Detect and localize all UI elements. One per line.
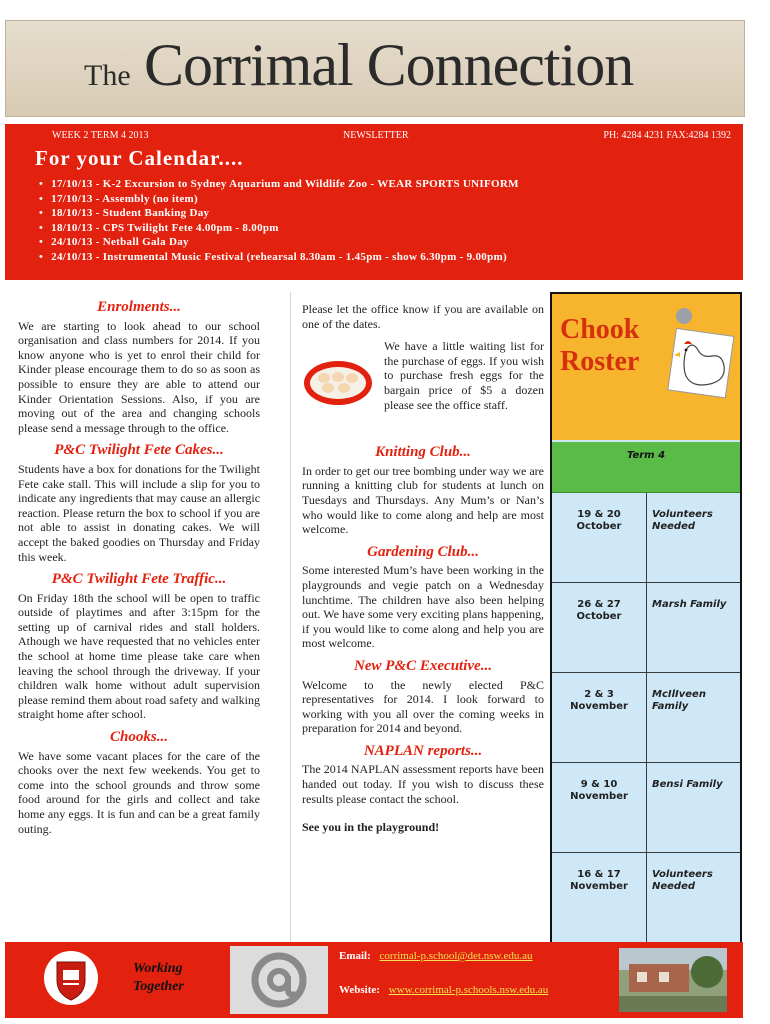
chooks-text: We have some vacant places for the care of the chooks over the next few weekends. You get to come into the school grounds and throw some food around for the girls and collect and take home any eggs. It is fun and can be a great family outing. <box>18 748 260 836</box>
roster-row <box>552 763 740 853</box>
email-link[interactable]: corrimal-p.school@det.nsw.edu.au <box>379 950 533 962</box>
roster-column-line <box>646 673 647 762</box>
roster-column-line <box>646 493 647 582</box>
email-label: Email: <box>339 950 371 962</box>
roster-row <box>552 493 740 583</box>
roster-column-line <box>646 853 647 942</box>
chooks-heading: Chooks... <box>110 729 168 746</box>
roster-volunteer: Marsh Family <box>652 599 727 610</box>
roster-title <box>560 314 639 378</box>
calendar-item: • 17/10/13 - Assembly (no item) <box>39 192 519 207</box>
chook-roster <box>550 292 742 946</box>
gardening-text: Some interested Mum’s have been working in the playgrounds and vegie patch on a Wednesday lunchtime. The children have also been helping out. We have some very exciting plans happening, if you would like to come along and help you are most welcome. <box>302 563 544 651</box>
week-term-label: WEEK 2 TERM 4 2013 <box>52 130 149 141</box>
roster-volunteer: Volunteers Needed <box>652 869 713 892</box>
left-column <box>18 300 260 844</box>
gardening-heading: Gardening Club... <box>367 543 479 560</box>
calendar-item: • 18/10/13 - CPS Twilight Fete 4.00pm - 8.00pm <box>39 221 519 236</box>
calendar-item: • 18/10/13 - Student Banking Day <box>39 206 519 221</box>
knitting-text: In order to get our tree bombing under way we are running a knitting club for students at lunch on Tuesdays and Thursdays. Any Mum’s or Nan’s who would like to come along and help are most welcome. <box>302 463 544 537</box>
roster-date: 2 & 3 November <box>570 689 628 712</box>
info-bar <box>5 128 743 142</box>
school-photo-icon <box>619 948 727 1012</box>
phone-fax-label: PH: 4284 4231 FAX:4284 1392 <box>603 130 731 141</box>
roster-date: 26 & 27 October <box>576 599 622 622</box>
naplan-heading: NAPLAN reports... <box>363 742 483 759</box>
masthead-the: The <box>84 59 131 92</box>
newsletter-label: NEWSLETTER <box>343 130 409 141</box>
roster-row <box>552 583 740 673</box>
knitting-heading: Knitting Club... <box>375 444 471 461</box>
roster-column-line <box>646 583 647 672</box>
footer <box>5 942 743 1018</box>
newsletter-title: Corrimal Connection <box>144 32 634 98</box>
roster-date: 19 & 20 October <box>576 509 622 532</box>
roster-header <box>552 294 740 440</box>
website-link[interactable]: www.corrimal-p.schools.nsw.edu.au <box>388 984 549 996</box>
eggs-text: We have a little waiting list for the purchase of eggs. If you wish to purchase fresh eggs for the bargain price of $5 a dozen please see the office staff. <box>384 339 544 412</box>
column-divider <box>290 292 291 942</box>
roster-title-line1: Chook <box>560 314 640 345</box>
fete-traffic-heading: P&C Twilight Fete Traffic... <box>51 571 227 588</box>
calendar-item: • 17/10/13 - K-2 Excursion to Sydney Aquarium and Wildlife Zoo - WEAR SPORTS UNIFORM <box>39 177 519 192</box>
roster-volunteer: McIlIveen Family <box>652 689 706 712</box>
egg-carton-icon <box>302 353 374 409</box>
closing-line: See you in the playground! <box>302 820 440 835</box>
footer-email <box>339 950 533 962</box>
roster-term-header <box>552 442 740 493</box>
office-availability-text: Please let the office know if you are available on one of the dates. <box>302 302 544 331</box>
website-label: Website: <box>339 984 380 996</box>
email-at-icon <box>230 946 328 1014</box>
roster-date: 16 & 17 November <box>570 869 628 892</box>
footer-website <box>339 984 548 996</box>
roster-term-label: Term 4 <box>626 450 666 461</box>
chicken-icon <box>664 304 736 402</box>
fete-traffic-text: On Friday 18th the school will be open to traffic outside of playtimes and after 3:15pm for the setting up of carnival rides and stall holders. Athough we have requested that no vehicles enter the school at home time please take care when leaving the school through the driveway. If your children walk home without adult supervision please remind them about road safety and walking straight home after school. <box>18 590 260 722</box>
roster-column-line <box>646 763 647 852</box>
pc-executive-heading: New P&C Executive... <box>354 657 492 674</box>
middle-column <box>302 302 544 835</box>
school-crest-icon <box>43 950 99 1006</box>
calendar-list <box>39 177 519 265</box>
roster-table <box>552 493 740 942</box>
roster-date: 9 & 10 November <box>570 779 628 802</box>
calendar-title: For your Calendar.... <box>35 146 244 170</box>
roster-row <box>552 853 740 942</box>
fete-cakes-heading: P&C Twilight Fete Cakes... <box>54 442 224 459</box>
roster-volunteer: Bensi Family <box>652 779 723 790</box>
pc-executive-text: Welcome to the newly elected P&C representatives for 2014. I look forward to working with you all over the coming weeks in preparation for 2014 and beyond. <box>302 677 544 736</box>
roster-row <box>552 673 740 763</box>
calendar-item: • 24/10/13 - Instrumental Music Festival (rehearsal 8.30am - 1.45pm - show 6.30pm - 9.00pm) <box>39 250 519 265</box>
roster-volunteer: Volunteers Needed <box>652 509 713 532</box>
calendar-item: • 24/10/13 - Netball Gala Day <box>39 235 519 250</box>
enrolments-heading: Enrolments... <box>97 299 181 315</box>
roster-title-line2: Roster <box>560 346 640 377</box>
fete-cakes-text: Students have a box for donations for the Twilight Fete cake stall. This will include a slip for you to indicate any ingredients that may cause an allergic reaction. Please return the box to school if you are not able to assist in donating cakes. We will accept the baked goodies on Thursday and Friday this week. <box>18 461 261 564</box>
calendar-banner <box>5 124 743 280</box>
masthead <box>5 20 745 117</box>
school-motto: Working Together <box>133 961 184 994</box>
eggs-block <box>302 339 544 437</box>
enrolments-text: We are starting to look ahead to our school organisation and class numbers for 2014. If you know anyone who is yet to enrol their child for Kinder please encourage them to do so as soon as possible to ensure they are able to attend our Kinder Orientation Sessions. Also, if you are moving out of the area and changing schools please send a message through to the office. <box>18 318 260 435</box>
naplan-text: The 2014 NAPLAN assessment reports have been handed out today. If you wish to discuss these results please contact the school. <box>302 762 544 806</box>
